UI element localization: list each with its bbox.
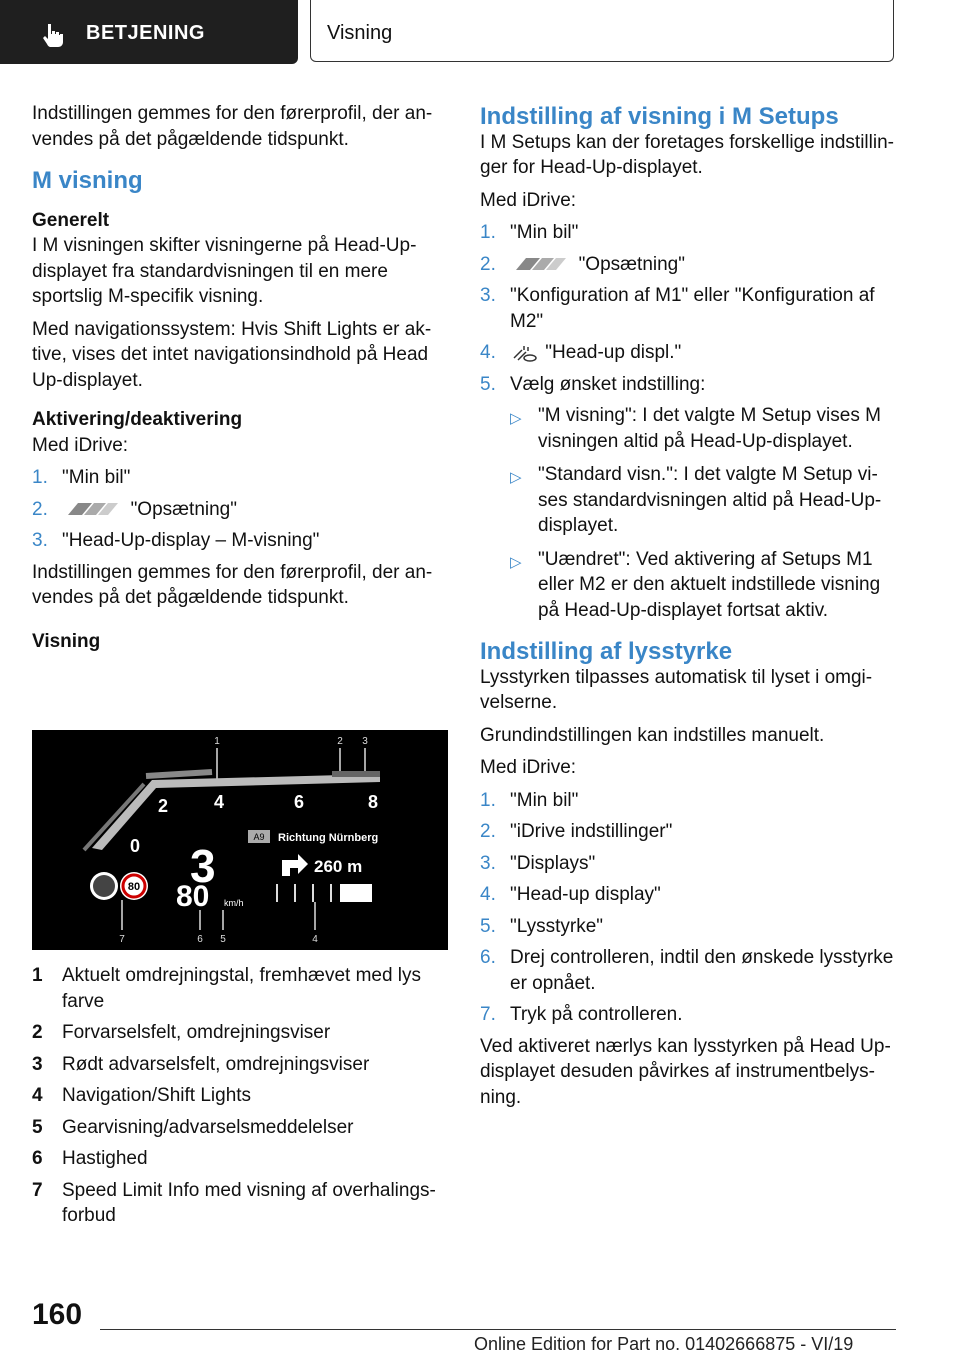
option-item: ▷ "Uændret": Ved aktivering af Setups M1 eller M2 er den aktuelt indstillede visning på Head-Up-displayet fortsat aktiv.	[510, 548, 881, 621]
list-item: 2. "Opsætning"	[32, 498, 237, 520]
option-item: ▷ "Standard visn.": I det valgte M Setup vises standardvisningen altid på Head-Up-displayet.	[510, 464, 882, 536]
road-direction: Richtung Nürnberg	[278, 832, 379, 844]
list-item: 2. "Opsætning"	[480, 253, 685, 275]
triangle-icon: ▷	[510, 553, 522, 571]
edition-text: Online Edition for Part no. 01402666875 - VI/19	[474, 1334, 854, 1354]
generelt-paragraph-2: Med navigationssystem: Hvis Shift Lights er aktive, vises det intet navigationsindhold på Head Up-displayet.	[32, 318, 432, 391]
generelt-heading: Generelt	[32, 209, 110, 231]
list-item: 6. Drej controlleren, indtil den ønskede lysstyrke er opnået.	[480, 947, 894, 994]
outro-text: Indstillingen gemmes for den førerprofil, der anvendes på det pågældende tidspunkt.	[32, 561, 433, 608]
section-tab	[0, 0, 298, 64]
m-stripes-icon	[510, 256, 568, 272]
list-item: 5. Vælg ønsket indstilling:	[480, 373, 706, 395]
lysstyrke-heading: Indstilling af lysstyrke	[480, 638, 733, 665]
chapter-box	[310, 0, 894, 62]
m-visning-heading: M visning	[32, 167, 143, 194]
scale-2: 2	[158, 796, 169, 816]
callout-7: 7	[119, 934, 125, 945]
gear-indicator: 3	[190, 840, 216, 892]
hud-illustration	[32, 730, 448, 950]
list-item: 4. "Head-up displ."	[480, 342, 682, 363]
m-stripes-icon	[62, 501, 120, 517]
left-column	[32, 101, 448, 654]
right-column	[480, 104, 896, 1117]
section-label: BETJENING	[86, 22, 205, 44]
nav-distance: 260 m	[314, 857, 363, 876]
setups-steps	[480, 220, 896, 397]
callout-4: 4	[312, 934, 318, 945]
legend-item: 7 Speed Limit Info med visning af overhalingsforbud	[32, 1179, 436, 1226]
idrive-label: Med iDrive:	[32, 434, 129, 456]
hand-pointer-icon	[40, 22, 66, 48]
scale-0: 0	[130, 836, 141, 856]
lysstyrke-steps	[480, 788, 896, 1028]
scale-6: 6	[294, 792, 305, 812]
options-list	[480, 403, 896, 623]
chapter-label: Visning	[327, 22, 393, 44]
list-item: 3. "Displays"	[480, 852, 596, 874]
speed-unit: km/h	[224, 898, 244, 908]
option-item: ▷ "M visning": I det valgte M Setup vises M visningen altid på Head-Up-displayet.	[510, 405, 881, 452]
list-item: 1. "Min bil"	[480, 222, 579, 243]
callout-3: 3	[362, 736, 368, 747]
triangle-icon: ▷	[510, 410, 522, 427]
legend-item: 1 Aktuelt omdrejningstal, fremhævet med lys farve	[32, 965, 422, 1012]
legend-list	[32, 963, 448, 1229]
lys-paragraph-1: Lysstyrken tilpasses automatisk til lyset i omgivelserne.	[480, 666, 873, 713]
scale-4: 4	[214, 792, 225, 812]
list-item: 1. "Min bil"	[480, 789, 579, 811]
list-item: 1. "Min bil"	[32, 467, 131, 488]
legend-item: 6 Hastighed	[32, 1148, 148, 1169]
list-item: 4. "Head-up display"	[480, 884, 661, 905]
head-up-display-image	[32, 730, 448, 950]
legend-item: 4 Navigation/Shift Lights	[32, 1085, 252, 1106]
intro-text: Indstillingen gemmes for den førerprofil, der anvendes på det pågældende tidspunkt.	[32, 103, 433, 150]
callout-1: 1	[214, 736, 220, 747]
callout-2: 2	[337, 736, 343, 747]
setups-paragraph: I M Setups kan der foretages forskellige indstillinger for Head-Up-displayet.	[480, 131, 894, 178]
road-tag: A9	[253, 832, 265, 842]
list-item: 2. "iDrive indstillinger"	[480, 821, 673, 842]
legend-item: 2 Forvarselsfelt, omdrejningsviser	[32, 1022, 331, 1043]
lys-paragraph-2: Grundindstillingen kan indstilles manuelt.	[480, 724, 825, 746]
list-item: 3. "Head-Up-display – M-visning"	[32, 530, 320, 551]
list-item: 7. Tryk på controlleren.	[480, 1004, 683, 1025]
visning-heading: Visning	[32, 630, 101, 652]
aktivering-steps	[32, 465, 448, 554]
speed-value: 80	[176, 880, 210, 913]
footer-divider	[100, 1329, 896, 1330]
callout-5: 5	[220, 934, 226, 945]
head-up-display-icon	[510, 344, 540, 362]
generelt-paragraph-1: I M visningen skifter visningerne på Head-Up-displayet fra standardvisningen til en mere sportslig M-specifik visning.	[32, 235, 417, 307]
speed-limit-sign: 80	[127, 881, 141, 893]
legend-item: 5 Gearvisning/advarselsmeddelelser	[32, 1116, 354, 1138]
list-item: 5. "Lysstyrke"	[480, 915, 604, 937]
idrive-label: Med iDrive:	[480, 189, 577, 211]
legend-item: 3 Rødt advarselsfelt, omdrejningsviser	[32, 1053, 370, 1075]
callout-6: 6	[197, 934, 203, 945]
idrive-label-2: Med iDrive:	[480, 757, 577, 778]
lys-paragraph-3: Ved aktiveret nærlys kan lysstyrken på Head Up-displayet desuden påvirkes af instrumentbelysning.	[480, 1035, 891, 1108]
triangle-icon: ▷	[510, 469, 522, 486]
legend-column	[32, 963, 448, 1235]
scale-8: 8	[368, 792, 379, 812]
page-number: 160	[32, 1298, 83, 1331]
list-item: 3. "Konfiguration af M1" eller "Konfiguration af M2"	[480, 285, 875, 332]
setups-heading: Indstilling af visning i M Setups	[480, 103, 839, 130]
aktivering-heading: Aktivering/deaktivering	[32, 409, 243, 430]
